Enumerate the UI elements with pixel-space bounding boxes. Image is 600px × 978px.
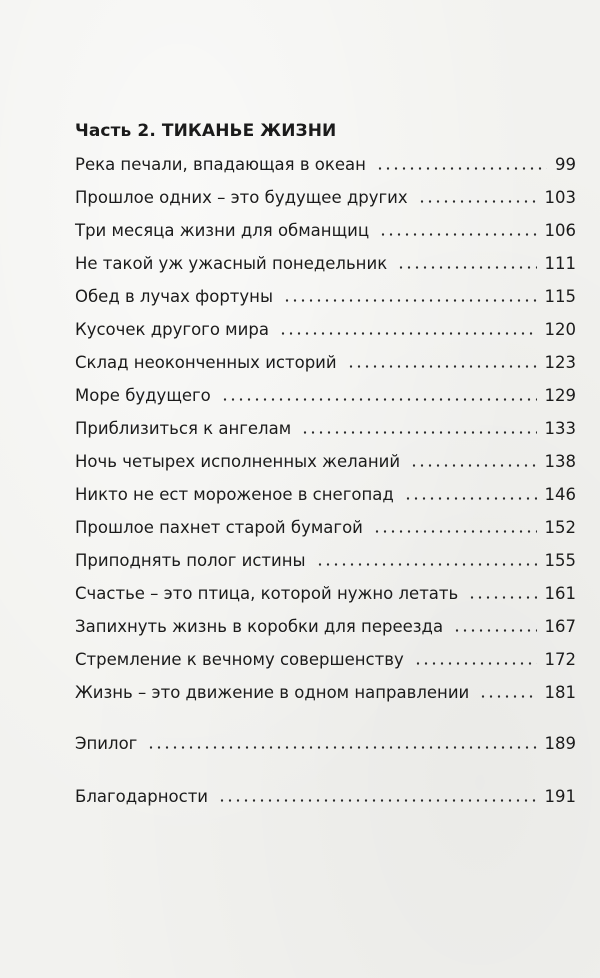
toc-entry-page: 191	[544, 787, 576, 806]
toc-entry-title: Склад неоконченных историй	[75, 353, 337, 372]
toc-entry-page: 115	[544, 287, 576, 306]
toc-entry-title: Эпилог	[75, 734, 138, 753]
toc-entry-page: 123	[544, 353, 576, 372]
toc-entry-title: Благодарности	[75, 787, 209, 806]
dot-leader	[283, 299, 537, 302]
toc-entry-page: 133	[544, 419, 576, 438]
toc-entry-title: Прошлое пахнет старой бумагой	[75, 518, 363, 537]
dot-leader	[379, 233, 536, 236]
toc-entry-page: 181	[544, 683, 576, 702]
section-spacer	[75, 760, 576, 780]
toc-entry	[75, 511, 576, 544]
toc-entry-page: 146	[544, 485, 576, 504]
toc-entry	[75, 544, 576, 577]
toc-entry-title: Три месяца жизни для обманщиц	[75, 221, 370, 240]
dot-leader	[410, 464, 536, 467]
table-of-contents	[75, 148, 576, 813]
toc-entry	[75, 610, 576, 643]
toc-entry-page: 103	[544, 188, 576, 207]
toc-entry-page: 99	[555, 155, 576, 174]
toc-entry-title: Счастье – это птица, которой нужно летать	[75, 584, 459, 603]
toc-entry-page: 172	[544, 650, 576, 669]
toc-entry	[75, 247, 576, 280]
toc-entry	[75, 676, 576, 709]
toc-entry	[75, 313, 576, 346]
dot-leader	[221, 398, 537, 401]
toc-entry-title: Запихнуть жизнь в коробки для переезда	[75, 617, 444, 636]
toc-entry-page: 155	[544, 551, 576, 570]
toc-entry-title: Приблизиться к ангелам	[75, 419, 292, 438]
dot-leader	[316, 563, 537, 566]
toc-entry-title: Обед в лучах фортуны	[75, 287, 273, 306]
dot-leader	[414, 662, 537, 665]
dot-leader	[404, 497, 537, 500]
dot-leader	[418, 200, 537, 203]
toc-entry	[75, 577, 576, 610]
toc-entry-title: Река печали, впадающая в океан	[75, 155, 366, 174]
toc-entry-page: 167	[544, 617, 576, 636]
toc-entry	[75, 181, 576, 214]
dot-leader	[376, 167, 547, 170]
toc-entry	[75, 643, 576, 676]
toc-entry-page: 152	[544, 518, 576, 537]
toc-entry	[75, 346, 576, 379]
dot-leader	[279, 332, 537, 335]
toc-entry-page: 161	[544, 584, 576, 603]
dot-leader	[453, 629, 536, 632]
dot-leader	[397, 266, 536, 269]
dot-leader	[373, 530, 537, 533]
dot-leader	[147, 746, 536, 749]
toc-entry	[75, 280, 576, 313]
toc-entry-title: Прошлое одних – это будущее других	[75, 188, 408, 207]
toc-entry-page: 111	[544, 254, 576, 273]
toc-entry-page: 120	[544, 320, 576, 339]
toc-entry	[75, 478, 576, 511]
toc-entry-title: Никто не ест мороженое в снегопад	[75, 485, 394, 504]
section-spacer	[75, 709, 576, 727]
dot-leader	[347, 365, 537, 368]
toc-entry-page: 129	[544, 386, 576, 405]
toc-entry-title: Ночь четырех исполненных желаний	[75, 452, 401, 471]
toc-entry	[75, 379, 576, 412]
dot-leader	[468, 596, 536, 599]
dot-leader	[301, 431, 536, 434]
toc-entry	[75, 148, 576, 181]
toc-entry-title: Жизнь – это движение в одном направлении	[75, 683, 470, 702]
toc-entry-title: Не такой уж ужасный понедельник	[75, 254, 388, 273]
toc-entry	[75, 214, 576, 247]
toc-entry-page: 106	[544, 221, 576, 240]
toc-entry	[75, 445, 576, 478]
dot-leader	[479, 695, 536, 698]
toc-entry	[75, 412, 576, 445]
toc-entry-acknowledgements	[75, 780, 576, 813]
dot-leader	[218, 799, 536, 802]
part-heading: Часть 2. ТИКАНЬЕ ЖИЗНИ	[75, 121, 337, 141]
toc-entry-epilogue	[75, 727, 576, 760]
toc-entry-page: 138	[544, 452, 576, 471]
toc-entry-title: Кусочек другого мира	[75, 320, 269, 339]
toc-entry-title: Стремление к вечному совершенству	[75, 650, 404, 669]
toc-entry-title: Море будущего	[75, 386, 211, 405]
toc-entry-title: Приподнять полог истины	[75, 551, 306, 570]
toc-entry-page: 189	[544, 734, 576, 753]
